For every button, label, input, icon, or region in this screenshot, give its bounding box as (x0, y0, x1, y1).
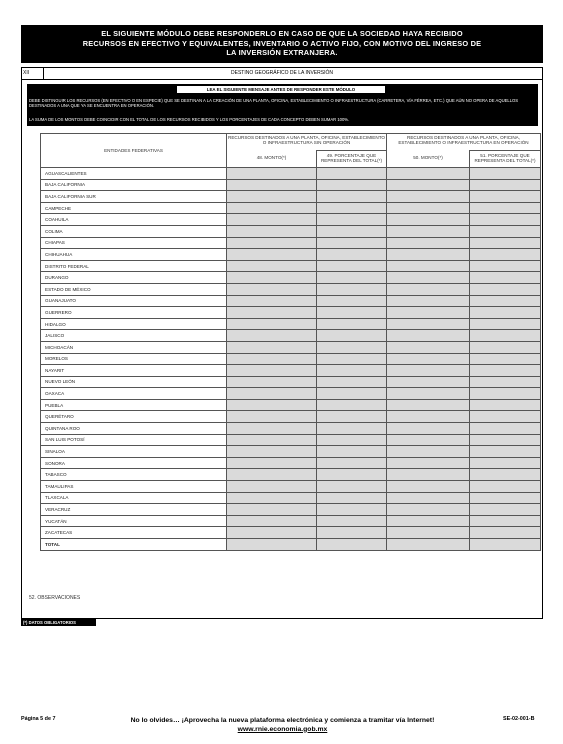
state-name: SAN LUIS POTOSÍ (41, 434, 227, 446)
state-name: VERACRUZ (41, 504, 227, 516)
percent-49-input[interactable] (317, 318, 387, 330)
percent-49-input[interactable] (317, 411, 387, 423)
percent-49-input[interactable] (317, 341, 387, 353)
table-row (41, 399, 541, 411)
state-name: SINALOA (41, 446, 227, 458)
instructions-paragraph: LA SUMA DE LOS MONTOS DEBE COINCIDIR CON EL TOTAL DE LOS RECURSOS RECIBIDOS Y LOS PORCENTAJES DE CADA CONCEPTO DEBEN SUMAR 100%. (29, 117, 350, 122)
amount-48-input[interactable] (227, 527, 317, 539)
form-code: SE-02-001-B (503, 716, 535, 722)
table-row (41, 376, 541, 388)
state-name: JALISCO (41, 330, 227, 342)
table-row (41, 272, 541, 284)
table-row (41, 214, 541, 226)
amount-50-input[interactable] (387, 283, 470, 295)
state-name: MORELOS (41, 353, 227, 365)
amount-48-input[interactable] (227, 539, 317, 551)
percent-49-input[interactable] (317, 283, 387, 295)
percent-49-input[interactable] (317, 399, 387, 411)
amount-48-input[interactable] (227, 260, 317, 272)
state-name: TLAXCALA (41, 492, 227, 504)
state-name: CAMPECHE (41, 202, 227, 214)
table-row (41, 365, 541, 377)
percent-51-input[interactable] (470, 515, 541, 527)
banner-line: EL SIGUIENTE MÓDULO DEBE RESPONDERLO EN CASO DE QUE LA SOCIEDAD HAYA RECIBIDO (101, 29, 463, 38)
table-row (41, 307, 541, 319)
destination-table (40, 133, 541, 551)
percent-51-input[interactable] (470, 376, 541, 388)
amount-50-input[interactable] (387, 191, 470, 203)
amount-48-input[interactable] (227, 469, 317, 481)
amount-50-input[interactable] (387, 295, 470, 307)
percent-51-input[interactable] (470, 388, 541, 400)
state-name: BAJA CALIFORNIA SUR (41, 191, 227, 203)
amount-50-input[interactable] (387, 469, 470, 481)
amount-48-input[interactable] (227, 202, 317, 214)
amount-50-input[interactable] (387, 399, 470, 411)
table-row (41, 260, 541, 272)
percent-51-input[interactable] (470, 504, 541, 516)
observations-field[interactable] (29, 595, 539, 619)
amount-48-input[interactable] (227, 214, 317, 226)
footer-message (110, 717, 455, 734)
percent-51-input[interactable] (470, 330, 541, 342)
percent-49-input[interactable] (317, 515, 387, 527)
state-name: DISTRITO FEDERAL (41, 260, 227, 272)
amount-50-input[interactable] (387, 214, 470, 226)
percent-51-input[interactable] (470, 539, 541, 551)
required-fields-badge: (*) DATOS OBLIGATORIOS (21, 619, 96, 626)
table-row (41, 295, 541, 307)
percent-49-input[interactable] (317, 527, 387, 539)
percent-49-input[interactable] (317, 539, 387, 551)
section-number: XII (23, 70, 30, 76)
percent-51-input[interactable] (470, 191, 541, 203)
amount-50-input[interactable] (387, 225, 470, 237)
percent-51-input[interactable] (470, 353, 541, 365)
percent-49-input[interactable] (317, 504, 387, 516)
amount-50-input[interactable] (387, 365, 470, 377)
percent-51-input[interactable] (470, 179, 541, 191)
table-row (41, 527, 541, 539)
amount-48-input[interactable] (227, 341, 317, 353)
state-name: GUANAJUATO (41, 295, 227, 307)
percent-49-input[interactable] (317, 469, 387, 481)
amount-50-input[interactable] (387, 539, 470, 551)
section-title: DESTINO GEOGRÁFICO DE LA INVERSIÓN (231, 70, 333, 76)
amount-header-48: 48. MONTO(*) (227, 151, 317, 168)
percent-49-input[interactable] (317, 295, 387, 307)
percent-51-input[interactable] (470, 411, 541, 423)
state-name: MICHOACÁN (41, 341, 227, 353)
amount-48-input[interactable] (227, 307, 317, 319)
banner-line: RECURSOS EN EFECTIVO Y EQUIVALENTES, INVENTARIO O ACTIVO FIJO, CON MOTIVO DEL INGRESO DE (82, 38, 482, 48)
percent-51-input[interactable] (470, 341, 541, 353)
section-header (21, 67, 543, 80)
percent-49-input[interactable] (317, 179, 387, 191)
state-name: TAMAULIPAS (41, 481, 227, 493)
state-name: ZACATECAS (41, 527, 227, 539)
amount-48-input[interactable] (227, 272, 317, 284)
amount-48-input[interactable] (227, 423, 317, 435)
amount-header-50: 50. MONTO(*) (387, 151, 470, 168)
table-row (41, 249, 541, 261)
percent-51-input[interactable] (470, 457, 541, 469)
percent-51-input[interactable] (470, 365, 541, 377)
amount-48-input[interactable] (227, 283, 317, 295)
state-name: HIDALGO (41, 318, 227, 330)
amount-50-input[interactable] (387, 515, 470, 527)
percent-header-51: 51. PORCENTAJE QUE REPRESENTA DEL TOTAL(*) (470, 151, 541, 168)
amount-50-input[interactable] (387, 492, 470, 504)
amount-50-input[interactable] (387, 260, 470, 272)
state-name: PUEBLA (41, 399, 227, 411)
amount-48-input[interactable] (227, 318, 317, 330)
amount-50-input[interactable] (387, 318, 470, 330)
amount-48-input[interactable] (227, 353, 317, 365)
percent-49-input[interactable] (317, 353, 387, 365)
state-name: DURANGO (41, 272, 227, 284)
amount-48-input[interactable] (227, 295, 317, 307)
table-row (41, 504, 541, 516)
percent-51-input[interactable] (470, 249, 541, 261)
table-row (41, 481, 541, 493)
table-row (41, 283, 541, 295)
percent-51-input[interactable] (470, 423, 541, 435)
state-name: ESTADO DE MÉXICO (41, 283, 227, 295)
table-row (41, 179, 541, 191)
state-name: YUCATÁN (41, 515, 227, 527)
state-name: GUERRERO (41, 307, 227, 319)
instructions-box (27, 84, 538, 126)
percent-49-input[interactable] (317, 434, 387, 446)
percent-header-49: 49. PORCENTAJE QUE REPRESENTA DEL TOTAL(*) (317, 151, 387, 168)
amount-50-input[interactable] (387, 423, 470, 435)
percent-51-input[interactable] (470, 469, 541, 481)
percent-51-input[interactable] (470, 214, 541, 226)
page-number: Página 5 de 7 (21, 716, 56, 722)
state-name: BAJA CALIFORNIA (41, 179, 227, 191)
amount-50-input[interactable] (387, 411, 470, 423)
percent-49-input[interactable] (317, 237, 387, 249)
amount-48-input[interactable] (227, 237, 317, 249)
state-name: CHIAPAS (41, 237, 227, 249)
module-banner (21, 25, 543, 63)
percent-51-input[interactable] (470, 307, 541, 319)
amount-50-input[interactable] (387, 249, 470, 261)
state-name: CHIHUAHUA (41, 249, 227, 261)
table-row (41, 225, 541, 237)
amount-48-input[interactable] (227, 168, 317, 180)
percent-51-input[interactable] (470, 168, 541, 180)
percent-51-input[interactable] (470, 237, 541, 249)
amount-48-input[interactable] (227, 388, 317, 400)
table-row (41, 330, 541, 342)
banner-line: LA INVERSIÓN EXTRANJERA. (226, 48, 338, 58)
state-name: QUERÉTARO (41, 411, 227, 423)
amount-48-input[interactable] (227, 446, 317, 458)
amount-48-input[interactable] (227, 504, 317, 516)
percent-51-input[interactable] (470, 283, 541, 295)
table-row (41, 353, 541, 365)
state-name: OAXACA (41, 388, 227, 400)
percent-51-input[interactable] (470, 527, 541, 539)
table-row (41, 446, 541, 458)
table-row (41, 492, 541, 504)
state-column-header: ENTIDADES FEDERATIVAS (41, 134, 227, 168)
instructions-heading: LEA EL SIGUIENTE MENSAJE ANTES DE RESPONDER ESTE MÓDULO (177, 86, 385, 93)
table-row (41, 457, 541, 469)
amount-48-input[interactable] (227, 457, 317, 469)
table-row (41, 168, 541, 180)
table-row (41, 191, 541, 203)
amount-50-input[interactable] (387, 457, 470, 469)
total-label: TOTAL (41, 539, 227, 551)
amount-48-input[interactable] (227, 376, 317, 388)
footer-message-text: No lo olvides… ¡Aprovecha la nueva plataforma electrónica y comienza a tramitar vía Internet! (130, 717, 435, 724)
amount-50-input[interactable] (387, 434, 470, 446)
amount-50-input[interactable] (387, 341, 470, 353)
amount-48-input[interactable] (227, 481, 317, 493)
percent-49-input[interactable] (317, 330, 387, 342)
percent-49-input[interactable] (317, 423, 387, 435)
percent-51-input[interactable] (470, 399, 541, 411)
amount-50-input[interactable] (387, 446, 470, 458)
percent-51-input[interactable] (470, 446, 541, 458)
amount-48-input[interactable] (227, 434, 317, 446)
state-name: SONORA (41, 457, 227, 469)
percent-51-input[interactable] (470, 202, 541, 214)
amount-50-input[interactable] (387, 307, 470, 319)
percent-49-input[interactable] (317, 191, 387, 203)
amount-50-input[interactable] (387, 527, 470, 539)
percent-49-input[interactable] (317, 272, 387, 284)
amount-50-input[interactable] (387, 504, 470, 516)
percent-51-input[interactable] (470, 272, 541, 284)
table-row (41, 469, 541, 481)
amount-48-input[interactable] (227, 399, 317, 411)
total-row (41, 539, 541, 551)
percent-49-input[interactable] (317, 376, 387, 388)
amount-48-input[interactable] (227, 225, 317, 237)
table-row (41, 388, 541, 400)
amount-50-input[interactable] (387, 481, 470, 493)
percent-51-input[interactable] (470, 318, 541, 330)
observations-label: 52. OBSERVACIONES (29, 595, 81, 601)
state-name: TABASCO (41, 469, 227, 481)
percent-49-input[interactable] (317, 388, 387, 400)
state-name: QUINTANA ROO (41, 423, 227, 435)
table-row (41, 202, 541, 214)
amount-50-input[interactable] (387, 237, 470, 249)
percent-49-input[interactable] (317, 365, 387, 377)
percent-49-input[interactable] (317, 225, 387, 237)
percent-51-input[interactable] (470, 225, 541, 237)
table-row (41, 411, 541, 423)
percent-49-input[interactable] (317, 481, 387, 493)
percent-49-input[interactable] (317, 202, 387, 214)
amount-50-input[interactable] (387, 179, 470, 191)
percent-49-input[interactable] (317, 446, 387, 458)
table-row (41, 237, 541, 249)
group-header-in-operation: RECURSOS DESTINADOS A UNA PLANTA, OFICINA, ESTABLECIMIENTO O INFRAESTRUCTURA EN OPERACIÓN (387, 134, 541, 151)
amount-50-input[interactable] (387, 388, 470, 400)
table-row (41, 515, 541, 527)
percent-51-input[interactable] (470, 260, 541, 272)
amount-48-input[interactable] (227, 515, 317, 527)
state-name: NUEVO LEÓN (41, 376, 227, 388)
state-name: AGUASCALIENTES (41, 168, 227, 180)
footer-url-link[interactable]: www.rnie.economia.gob.mx (237, 725, 328, 733)
percent-49-input[interactable] (317, 492, 387, 504)
amount-48-input[interactable] (227, 492, 317, 504)
amount-50-input[interactable] (387, 272, 470, 284)
amount-48-input[interactable] (227, 191, 317, 203)
amount-48-input[interactable] (227, 365, 317, 377)
instructions-paragraph: DEBE DISTINGUIR LOS RECURSOS (EN EFECTIVO O EN ESPECIE) QUE SE DESTINAN A LA CREACIÓN DE UNA PLANTA, OFICINA, ESTABLECIMIENTO O INFRAESTRUCTURA (CARRETERA, VÍA FÉRREA, ETC.) QUE AÚN NO OPERA DE AQUELLOS DESTINADOS A UNA QUE YA SE ENCUENTRA EN OPERACIÓN. (29, 98, 519, 108)
state-name: COLIMA (41, 225, 227, 237)
amount-50-input[interactable] (387, 202, 470, 214)
amount-50-input[interactable] (387, 330, 470, 342)
percent-51-input[interactable] (470, 295, 541, 307)
percent-49-input[interactable] (317, 214, 387, 226)
percent-51-input[interactable] (470, 492, 541, 504)
amount-48-input[interactable] (227, 179, 317, 191)
percent-51-input[interactable] (470, 481, 541, 493)
amount-50-input[interactable] (387, 168, 470, 180)
amount-50-input[interactable] (387, 353, 470, 365)
percent-51-input[interactable] (470, 434, 541, 446)
state-name: COAHUILA (41, 214, 227, 226)
amount-50-input[interactable] (387, 376, 470, 388)
percent-49-input[interactable] (317, 168, 387, 180)
amount-48-input[interactable] (227, 330, 317, 342)
table-row (41, 341, 541, 353)
percent-49-input[interactable] (317, 260, 387, 272)
percent-49-input[interactable] (317, 249, 387, 261)
percent-49-input[interactable] (317, 457, 387, 469)
group-header-no-operation: RECURSOS DESTINADOS A UNA PLANTA, OFICINA, ESTABLECIMIENTO O INFRAESTRUCTURA SIN OPERACIÓN (227, 134, 387, 151)
table-row (41, 318, 541, 330)
amount-48-input[interactable] (227, 249, 317, 261)
state-name: NAYARIT (41, 365, 227, 377)
table-row (41, 423, 541, 435)
percent-49-input[interactable] (317, 307, 387, 319)
table-row (41, 434, 541, 446)
amount-48-input[interactable] (227, 411, 317, 423)
